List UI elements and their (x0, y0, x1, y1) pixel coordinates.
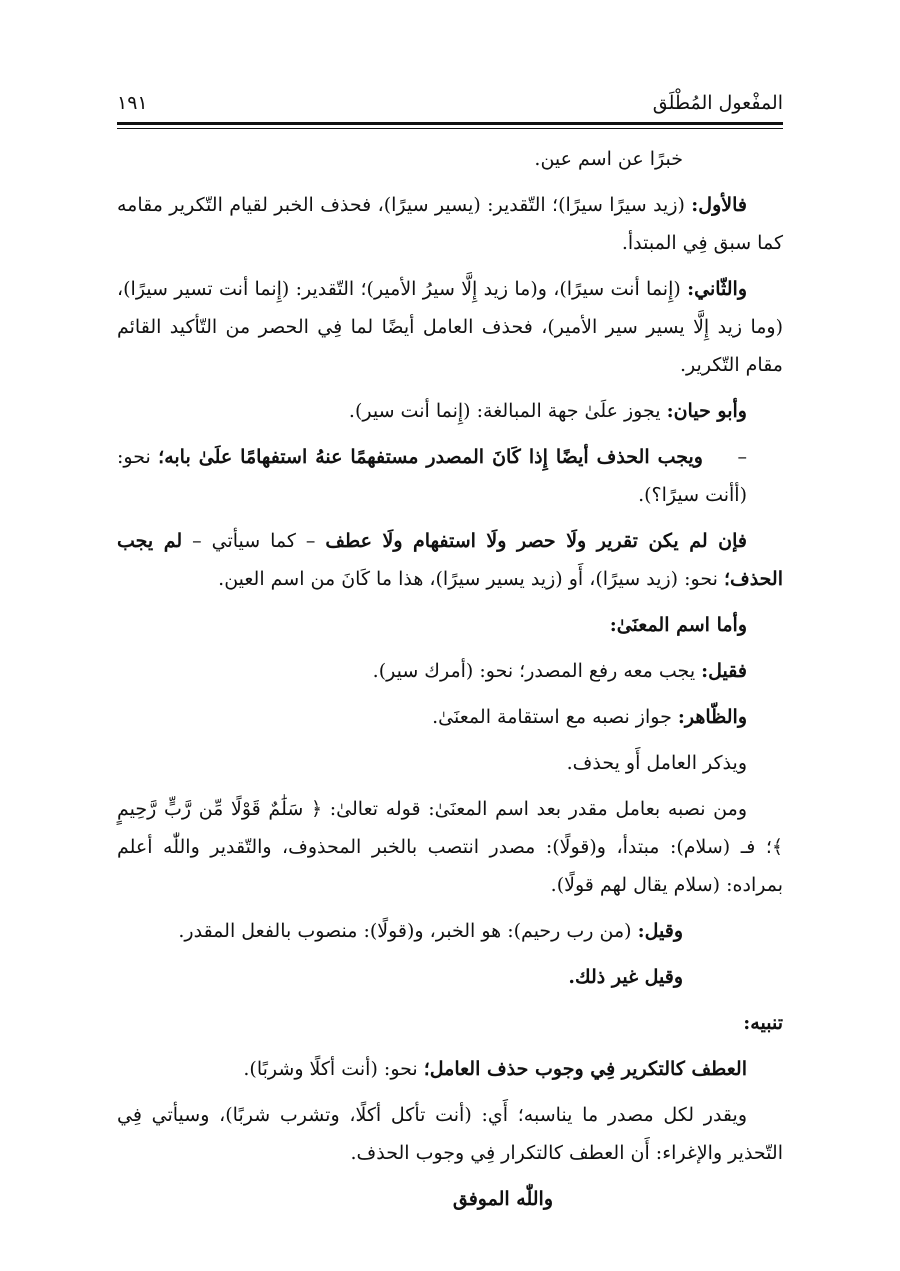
text: – كما سيأتي – (182, 530, 326, 552)
header-rule-thick (117, 122, 783, 125)
running-title: المفْعول المُطْلَق (652, 92, 783, 114)
body-text (117, 140, 783, 1226)
text: نحو: (زيد سيرًا)، أَو (زيد يسير سيرًا)، هذا ما كَانَ من اسم العين. (218, 568, 724, 590)
text: نحو: (أأنت سيرًا؟). (117, 446, 747, 506)
header-rule-thin (117, 128, 783, 129)
text: ويقدر لكل مصدر ما يناسبه؛ أَي: (أنت تأكل أكلًا، وتشرب شربًا)، وسيأتي فِي التّحذير والإغراء: أَن العطف كالتكرار فِي وجوب الحذف. (117, 1104, 783, 1164)
quran-verse: ﴿ سَلَٰمٌ قَوْلًا مِّن رَّبٍّ رَّحِيمٍ ﴾ (117, 798, 783, 858)
section-heading: تنبيه: (743, 1012, 783, 1034)
page-number: ١٩١ (117, 92, 148, 114)
paragraph (117, 1096, 783, 1172)
term: وأما اسم المعنَىٰ: (609, 614, 747, 636)
paragraph (117, 958, 783, 996)
paragraph (117, 140, 783, 178)
term: ويجب الحذف أيضًا إِذا كَانَ المصدر مستفهمًا عنهُ استفهامًا علَىٰ بابه؛ (158, 446, 703, 468)
term: وأبو حيان: (666, 400, 747, 422)
paragraph (117, 270, 783, 384)
text: (من رب رحيم): هو الخبر، و(قولًا): منصوب بالفعل المقدر. (178, 920, 638, 942)
term: فقيل: (701, 660, 747, 682)
text: ومن نصبه بعامل مقدر بعد اسم المعنَىٰ: قوله تعالىٰ: (322, 798, 747, 820)
text: (إِنما أنت سيرًا)، و(ما زيد إِلَّا سيرُ الأمير)؛ التّقدير: (إِنما أنت تسير سيرًا)، (وما زيد إِلَّا يسير سير الأمير)، فحذف العامل أيضًا لما فِي الحصر من التّأكيد القائم مقام التّكرير. (117, 278, 783, 376)
paragraph (117, 606, 783, 644)
paragraph (117, 522, 783, 598)
dash-marker: – (737, 446, 747, 468)
term: فإن لم يكن تقرير ولَا حصر ولَا استفهام ولَا عطف (325, 530, 748, 552)
paragraph (117, 652, 783, 690)
text: خبرًا عن اسم عين. (534, 148, 683, 170)
paragraph (117, 392, 783, 430)
text: جواز نصبه مع استقامة المعنَىٰ. (432, 706, 678, 728)
paragraph (117, 790, 783, 904)
paragraph (117, 186, 783, 262)
term: لم يجب الحذف؛ (117, 530, 783, 590)
term: والثّاني: (687, 278, 747, 300)
paragraph (117, 698, 783, 736)
paragraph (117, 744, 783, 782)
text: ويذكر العامل أَو يحذف. (566, 752, 747, 774)
term: وقيل غير ذلك. (568, 966, 683, 988)
paragraph (117, 912, 783, 950)
text: يجب معه رفع المصدر؛ نحو: (أمرك سير). (372, 660, 702, 682)
text: يجوز علَىٰ جهة المبالغة: (إِنما أنت سير). (348, 400, 667, 422)
text: نحو: (أنت أكلًا وشربًا). (243, 1058, 424, 1080)
term: وقيل: (637, 920, 683, 942)
term: العطف كالتكرير فِي وجوب حذف العامل؛ (423, 1058, 747, 1080)
paragraph (117, 1050, 783, 1088)
text: (زيد سيرًا سيرًا)؛ التّقدير: (يسير سيرًا)، فحذف الخبر لقيام التّكرير مقامه كما سبق فِي المبتدأ. (117, 194, 783, 254)
page-header (117, 86, 783, 114)
term: والظّاهر: (677, 706, 747, 728)
text: ؛ فـ (سلام): مبتدأ، و(قولًا): مصدر انتصب بالخبر المحذوف، والتّقدير واللّٰه أعلم بمراده: (سلام يقال لهم قولًا). (117, 836, 783, 896)
dash-item (117, 438, 783, 514)
closing-line: واللّٰه الموفق (452, 1188, 553, 1210)
term: فالأول: (691, 194, 747, 216)
